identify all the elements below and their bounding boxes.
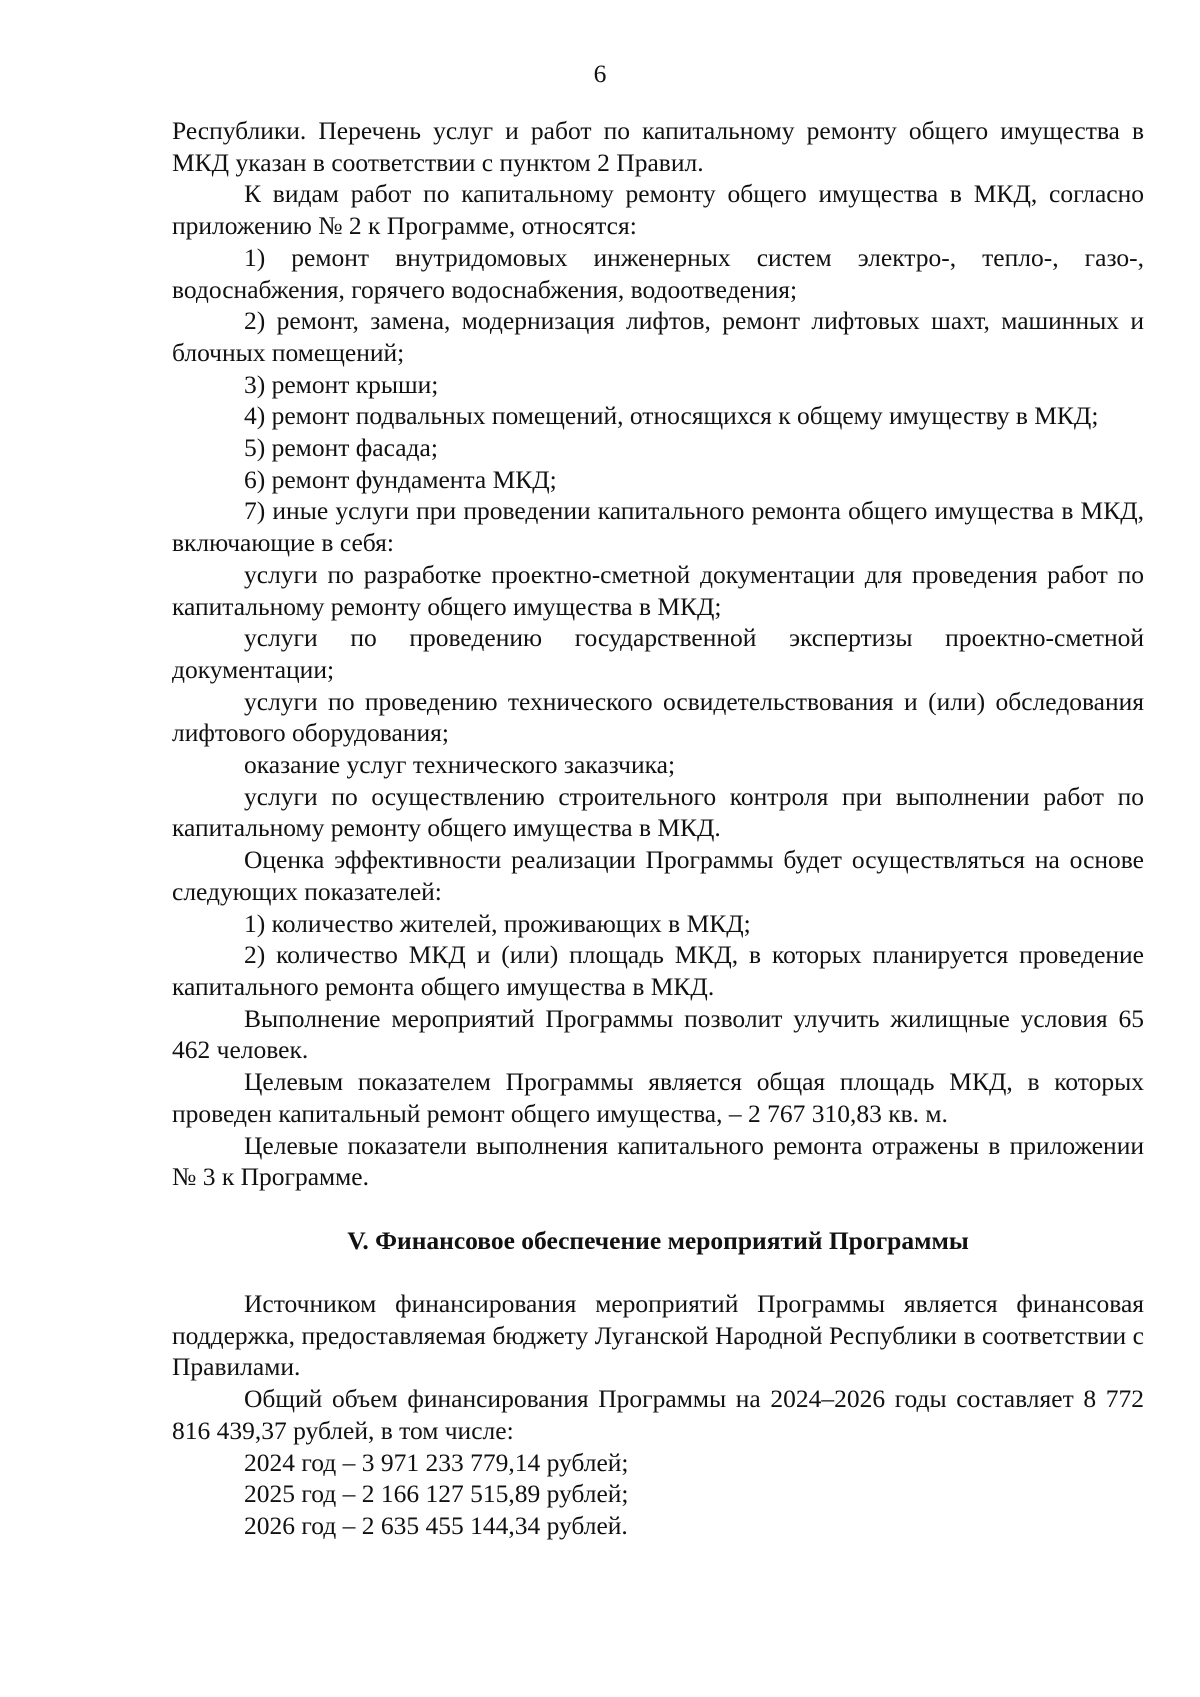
list-item: 1) количество жителей, проживающих в МКД; xyxy=(244,908,751,938)
sub-list-item: услуги по осуществлению строительного контроля при выполнении работ по капитальному ремонту общего имущества в МКД. xyxy=(172,781,1144,843)
sub-list-item: оказание услуг технического заказчика; xyxy=(244,750,676,780)
paragraph: Источником финансирования мероприятий Программы является финансовая поддержка, предоставляемая бюджету Луганской Народной Республики в соответствии с Правилами. xyxy=(172,1288,1144,1382)
list-item: 2) ремонт, замена, модернизация лифтов, ремонт лифтовых шахт, машинных и блочных помещений; xyxy=(172,306,1144,367)
paragraph: Общий объем финансирования Программы на 2024–2026 годы составляет 8 772 816 439,37 рублей, в том числе: xyxy=(172,1384,1144,1445)
list-item: 2024 год – 3 971 233 779,14 рублей; xyxy=(244,1447,629,1477)
list-item: 5) ремонт фасада; xyxy=(244,433,438,463)
paragraphs-before-heading xyxy=(172,115,1144,1193)
list-item: 2025 год – 2 166 127 515,89 рублей; xyxy=(244,1479,629,1509)
paragraph: Выполнение мероприятий Программы позволит улучить жилищные условия 65 462 человек. xyxy=(172,1003,1144,1065)
paragraphs-after-heading xyxy=(172,1288,1144,1542)
section-heading: V. Финансовое обеспечение мероприятий Программы xyxy=(347,1225,969,1255)
list-item: 2) количество МКД и (или) площадь МКД, в которых планируется проведение капитального ремонта общего имущества в МКД. xyxy=(172,940,1144,1001)
list-item: 7) иные услуги при проведении капитального ремонта общего имущества в МКД, включающие в себя: xyxy=(172,496,1144,558)
sub-list-item: услуги по разработке проектно-сметной документации для проведения работ по капитальному ремонту общего имущества в МКД; xyxy=(172,559,1144,621)
list-item: 6) ремонт фундамента МКД; xyxy=(244,464,557,494)
list-item: 2026 год – 2 635 455 144,34 рублей. xyxy=(244,1510,628,1540)
paragraph: Целевым показателем Программы является общая площадь МКД, в которых проведен капитальный ремонт общего имущества, – 2 767 310,83 кв. м. xyxy=(172,1067,1144,1128)
list-item: 1) ремонт внутридомовых инженерных систем электро-, тепло-, газо-, водоснабжения, горячего водоснабжения, водоотведения; xyxy=(172,242,1144,304)
document-body xyxy=(172,115,1144,1542)
sub-list-item: услуги по проведению государственной экспертизы проектно-сметной документации; xyxy=(172,623,1144,684)
paragraph: Целевые показатели выполнения капитального ремонта отражены в приложении № 3 к Программе. xyxy=(172,1130,1144,1192)
paragraph: Республики. Перечень услуг и работ по капитальному ремонту общего имущества в МКД указан в соответствии с пунктом 2 Правил. xyxy=(172,116,1144,177)
sub-list-item: услуги по проведению технического освидетельствования и (или) обследования лифтового оборудования; xyxy=(172,686,1144,748)
paragraph: Оценка эффективности реализации Программы будет осуществляться на основе следующих показателей: xyxy=(172,845,1144,906)
list-item: 4) ремонт подвальных помещений, относящихся к общему имуществу в МКД; xyxy=(244,401,1099,431)
page-number: 6 xyxy=(593,59,607,88)
list-item: 3) ремонт крыши; xyxy=(244,369,439,399)
paragraph: К видам работ по капитальному ремонту общего имущества в МКД, согласно приложению № 2 к Программе, относятся: xyxy=(172,179,1144,241)
